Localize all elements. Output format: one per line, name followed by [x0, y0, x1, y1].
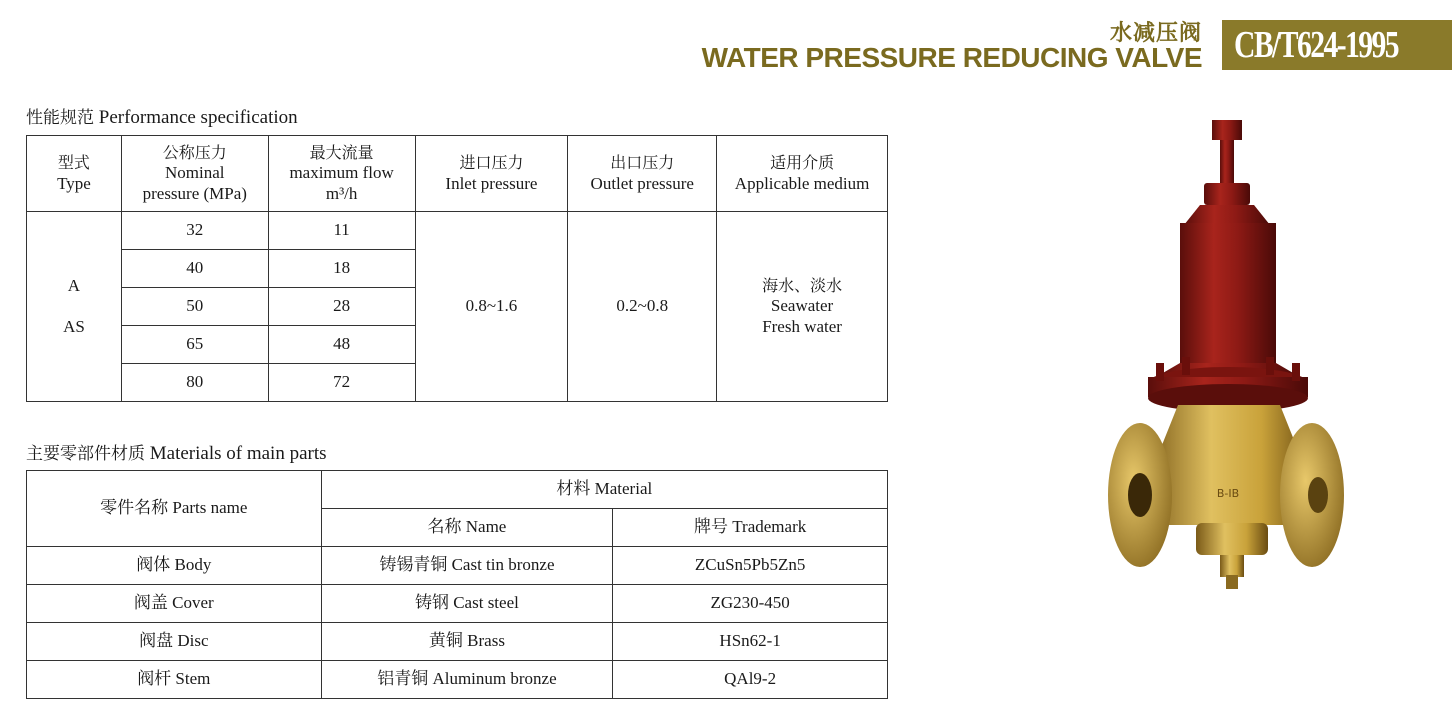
header-max-flow: 最大流量 maximum flow m³/h — [268, 136, 415, 212]
material-name-cell: 铸锡青铜 Cast tin bronze — [321, 547, 613, 585]
materials-header-row — [27, 471, 888, 509]
nominal-cell: 32 — [121, 212, 268, 250]
part-cell: 阀体 Body — [27, 547, 322, 585]
medium-cell: 海水、淡水 Seawater Fresh water — [717, 212, 888, 402]
standard-badge — [1222, 20, 1452, 70]
materials-section-title — [26, 439, 327, 465]
header-type: 型式 Type — [27, 136, 122, 212]
header-trademark: 牌号 Trademark — [613, 509, 888, 547]
table-row — [27, 212, 888, 250]
nominal-cell: 40 — [121, 250, 268, 288]
header-outlet-pressure: 出口压力 Outlet pressure — [568, 136, 717, 212]
nominal-cell: 80 — [121, 364, 268, 402]
header-name: 名称 Name — [321, 509, 613, 547]
inlet-cell: 0.8~1.6 — [415, 212, 568, 402]
performance-title-cn: 性能规范 — [26, 108, 94, 128]
bottom-cap — [1196, 523, 1268, 555]
materials-table — [26, 470, 888, 699]
lock-nut — [1204, 183, 1250, 205]
adjust-nut — [1212, 120, 1242, 140]
materials-title-cn: 主要零部件材质 — [26, 444, 145, 464]
outlet-cell: 0.2~0.8 — [568, 212, 717, 402]
flow-cell: 72 — [268, 364, 415, 402]
header-title-cn: 水减压阀 — [1109, 21, 1202, 46]
valve-photo — [1100, 115, 1440, 595]
header-inlet-pressure: 进口压力 Inlet pressure — [415, 136, 568, 212]
part-cell: 阀盖 Cover — [27, 585, 322, 623]
nominal-cell: 50 — [121, 288, 268, 326]
trademark-cell: ZG230-450 — [613, 585, 888, 623]
table-row — [27, 661, 888, 699]
performance-table — [26, 135, 888, 402]
header-title-en: WATER PRESSURE REDUCING VALVE — [701, 42, 1202, 73]
nominal-cell: 65 — [121, 326, 268, 364]
flow-cell: 18 — [268, 250, 415, 288]
material-name-cell: 黄铜 Brass — [321, 623, 613, 661]
material-name-cell: 铸钢 Cast steel — [321, 585, 613, 623]
performance-section-title — [26, 103, 298, 129]
part-cell: 阀盘 Disc — [27, 623, 322, 661]
svg-text:B-IB: B-IB — [1216, 487, 1240, 500]
materials-title-en: Materials of main parts — [149, 443, 327, 464]
type-cell: A AS — [27, 212, 122, 402]
trademark-cell: HSn62-1 — [613, 623, 888, 661]
flow-cell: 48 — [268, 326, 415, 364]
table-row — [27, 585, 888, 623]
trademark-cell: ZCuSn5Pb5Zn5 — [613, 547, 888, 585]
material-name-cell: 铝青铜 Aluminum bronze — [321, 661, 613, 699]
performance-header-row — [27, 136, 888, 212]
header-applicable-medium: 适用介质 Applicable medium — [717, 136, 888, 212]
part-cell: 阀杆 Stem — [27, 661, 322, 699]
performance-title-en: Performance specification — [98, 107, 298, 128]
bonnet — [1180, 223, 1276, 363]
header-parts-name: 零件名称 Parts name — [27, 471, 322, 547]
flow-cell: 11 — [268, 212, 415, 250]
table-row — [27, 547, 888, 585]
header-material: 材料 Material — [321, 471, 887, 509]
header-nominal-pressure: 公称压力 Nominal pressure (MPa) — [121, 136, 268, 212]
table-row — [27, 623, 888, 661]
standard-code: CB/T624-1995 — [1234, 24, 1399, 66]
adjust-screw — [1220, 140, 1234, 185]
flow-cell: 28 — [268, 288, 415, 326]
trademark-cell: QAl9-2 — [613, 661, 888, 699]
